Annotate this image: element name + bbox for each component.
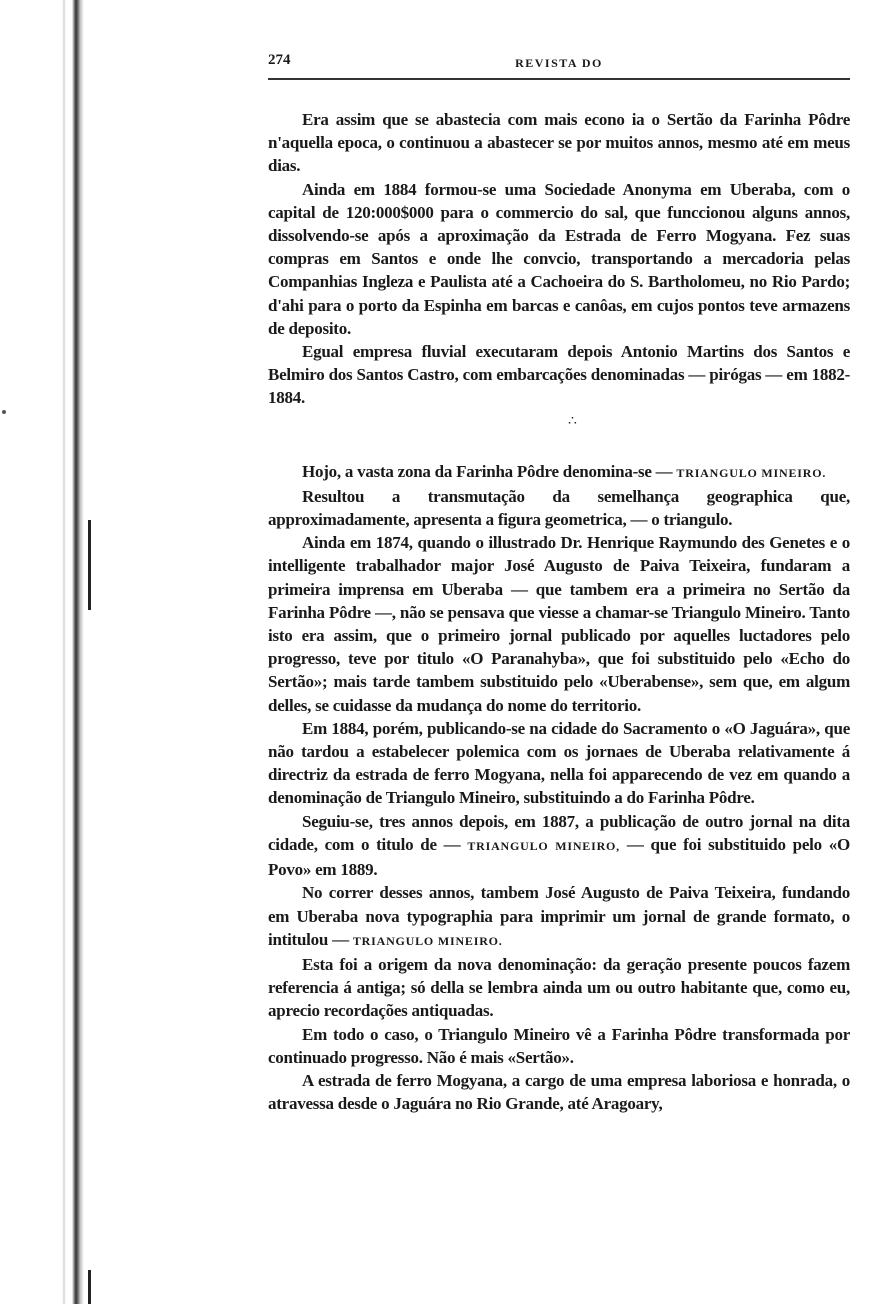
margin-speck <box>2 410 6 414</box>
paragraph: No correr desses annos, tambem José Augusto de Paiva Teixeira, fundando em Uberaba nova typographia para imprimir um jornal de grande formato, o intitulou — TRIANGULO MINEIRO. <box>268 883 850 949</box>
paragraph: Seguiu-se, tres annos depois, em 1887, a publicação de outro jornal na dita cidade, com o titulo de — TRIANGULO MINEIRO, — que foi substituido pelo «O Povo» em 1889. <box>268 811 851 880</box>
spine-mark <box>88 520 91 610</box>
paragraph: A estrada de ferro Mogyana, a cargo de uma empresa laboriosa e honrada, o atravessa desde o Jaguára no Rio Grande, até Aragoary, <box>268 1070 850 1114</box>
paragraph: Hojo, a vasta zona da Farinha Pôdre denomina-se — TRIANGULO MINEIRO. <box>302 461 827 481</box>
spine-mark <box>88 1270 91 1304</box>
page-body <box>268 108 850 1115</box>
paragraph: Ainda em 1884 formou-se uma Sociedade Anonyma em Uberaba, com o capital de 120:000$000 para o commercio do sal, que funccionou alguns annos, dissolvendo-se após a aproximação da Estrada de Ferro Mogyana. Fez suas compras em Santos e onde lhe convcio, transportando a mercadoria pelas Companhias Ingleza e Paulista até a Cachoeira do S. Bartholomeu, no Rio Pardo; d'ahi para o porto da Espinha em barcas e canôas, em cujos pontos teve armazens de deposito. <box>268 179 850 338</box>
page-number: 274 <box>268 52 291 68</box>
paragraph: Ainda em 1874, quando o illustrado Dr. Henrique Raymundo des Genetes e o intelligente trabalhador major José Augusto de Paiva Teixeira, fundaram a primeira imprensa em Uberaba — que tambem era a primeira no Sertão da Farinha Pôdre —, não se pensava que viesse a chamar-se Triangulo Mineiro. Tanto isto era assim, que o primeiro jornal publicado por aquelles luctadores pelo progresso, teve por titulo «O Paranahyba», que foi substituido pelo «Echo do Sertão»; mais tarde tambem substituido pelo «Uberabense», sem que, em algum delles, se cuidasse da mudança do nome do territorio. <box>268 533 850 715</box>
paragraph: Em 1884, porém, publicando-se na cidade do Sacramento o «O Jaguára», que não tardou a estabelecer polemica com os jornaes de Uberaba relativamente á directriz da estrada de ferro Mogyana, nella foi apparecendo de vez em quando a denominação de Triangulo Mineiro, substituindo a do Farinha Pôdre. <box>268 718 850 808</box>
book-spine-gutter <box>0 0 92 1304</box>
paragraph: Era assim que se abastecia com mais econo ia o Sertão da Farinha Pôdre n'aquella epoca, o continuou a abastecer se por muitos annos, mesmo até em meus dias. <box>268 110 850 176</box>
section-separator: ∴ <box>568 413 580 429</box>
paragraph: Esta foi a origem da nova denominação: da geração presente poucos fazem referencia á antiga; só della se lembra ainda um ou outro habitante que, como eu, aprecio recordações antiquadas. <box>268 954 850 1021</box>
paragraph: Em todo o caso, o Triangulo Mineiro vê a Farinha Pôdre transformada por continuado progresso. Não é mais «Sertão». <box>268 1024 850 1067</box>
paragraph: Egual empresa fluvial executaram depois Antonio Martins dos Santos e Belmiro dos Santos Castro, com embarcações denominadas — pirógas — em 1882-1884. <box>268 342 850 408</box>
page-header <box>268 52 850 80</box>
paragraph: Resultou a transmutação da semelhança geographica que, approximadamente, apresenta a figura geometrica, — o triangulo. <box>268 486 850 530</box>
running-head: REVISTA DO <box>515 56 603 70</box>
